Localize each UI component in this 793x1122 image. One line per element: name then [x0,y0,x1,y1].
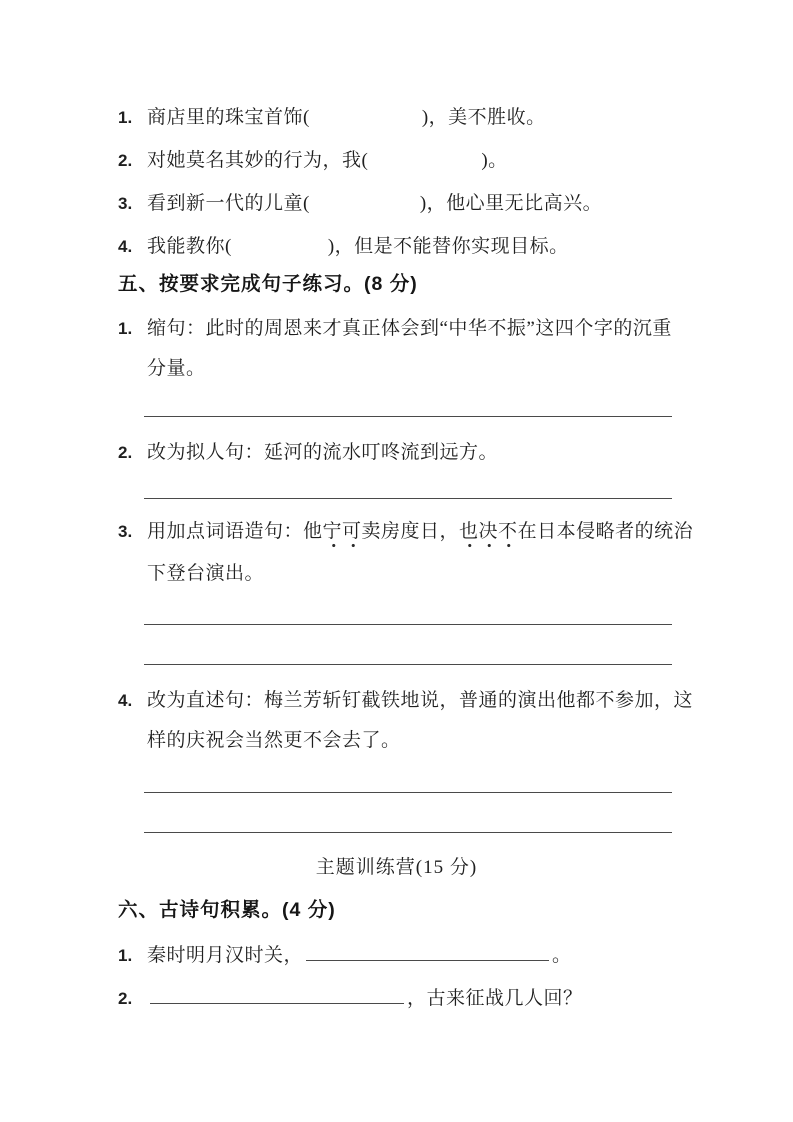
fill-item-text-post: )，美不胜收。 [421,107,546,128]
item-number: 4. [118,691,133,710]
section-5-heading: 五、按要求完成句子练习。(8 分) [118,273,418,295]
answer-line [144,640,672,665]
item-number: 1. [118,946,133,965]
fill-item-text-pre: 看到新一代的儿童( [147,193,310,214]
plain-text: 用加点词语造句：他 [147,521,323,542]
q4-line-2: 样的庆祝会当然更不会去了。 [147,730,401,751]
q2-text: 改为拟人句：延河的流水叮咚流到远方。 [147,442,499,463]
plain-text: 卖房度日， [361,521,460,542]
q3-line-2: 下登台演出。 [147,563,265,584]
fill-item-1 [118,105,546,131]
fill-item-text-post: )。 [481,150,508,171]
answer-line [144,808,672,833]
fill-item-text-post: )，但是不能替你实现目标。 [327,236,569,257]
q2-line-1 [118,440,498,466]
poem-text-pre: 秦时明月汉时关， [147,945,304,966]
q3-text [147,519,693,545]
item-number: 3. [118,194,133,213]
emphasized-word: 宁可 [323,521,362,548]
q4-line-1 [118,688,693,714]
poem-item-1 [118,940,572,969]
poem-text-post: 。 [552,945,572,966]
poem-item-2 [118,983,583,1012]
q1-line-2: 分量。 [147,358,206,379]
answer-blank-underline [306,940,549,961]
emphasized-word: 也决不 [459,521,518,548]
item-number: 4. [118,237,133,256]
plain-text: 在日本侵略者的统治 [517,521,694,542]
fill-item-text-pre: 商店里的珠宝首饰( [147,107,310,128]
answer-blank-underline [150,983,404,1004]
answer-line [144,600,672,625]
answer-line [144,474,672,499]
answer-line [144,768,672,793]
fill-item-2 [118,148,508,174]
q1-text: 缩句：此时的周恩来才真正体会到“中华不振”这四个字的沉重 [147,318,672,339]
q4-text: 改为直述句：梅兰芳斩钉截铁地说，普通的演出他都不参加，这 [147,690,694,711]
answer-line [144,392,672,417]
item-number: 2. [118,151,133,170]
item-number: 2. [118,989,133,1008]
fill-item-text-pre: 我能教你( [147,236,232,257]
q1-line-1 [118,316,672,342]
q3-line-1 [118,519,693,545]
item-number: 1. [118,319,133,338]
fill-item-4 [118,234,569,260]
section-6-heading: 六、古诗句积累。(4 分) [118,899,336,921]
item-number: 1. [118,108,133,127]
fill-item-text-pre: 对她莫名其妙的行为，我( [147,150,369,171]
poem-text-post: ，古来征战几人回？ [407,988,583,1009]
item-number: 3. [118,522,133,541]
theme-training-banner: 主题训练营(15 分) [315,857,478,878]
item-number: 2. [118,443,133,462]
fill-item-3 [118,191,602,217]
fill-item-text-post: )，他心里无比高兴。 [419,193,603,214]
